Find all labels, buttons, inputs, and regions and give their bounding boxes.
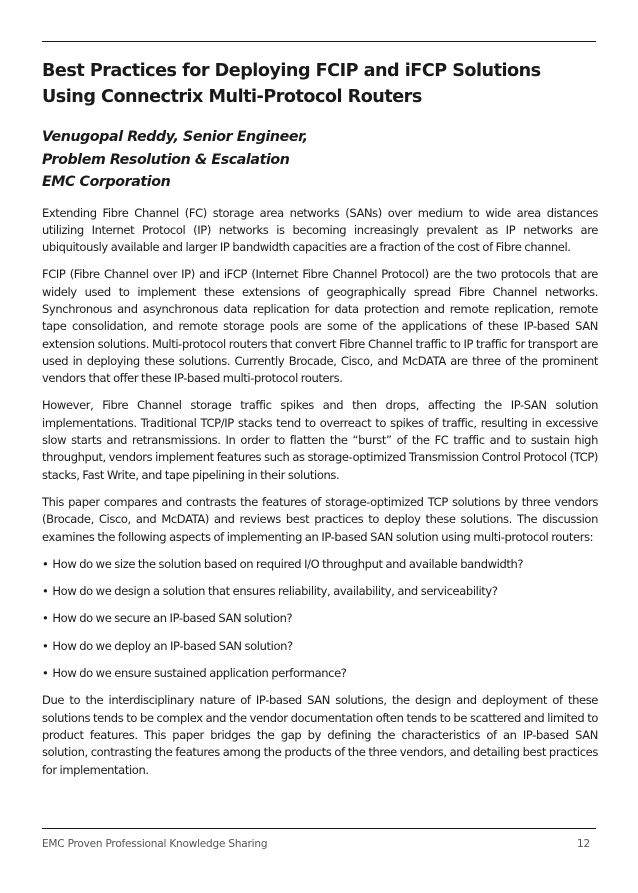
bullet-item — [42, 583, 598, 600]
bullet-text: How do we design a solution that ensures reliability, availability, and serviceability? — [52, 584, 498, 599]
bullet-marker: • — [42, 584, 49, 599]
bullet-marker: • — [42, 638, 49, 653]
paragraph: This paper compares and contrasts the features of storage-optimized TCP solutions by three vendors (Brocade, Cisco, and McDATA) and reviews best practices to deploy these solutions. The discussion examines the following aspects of implementing an IP-based SAN solution using multi-protocol routers: — [42, 494, 598, 544]
bullet-text: How do we size the solution based on required I/O throughput and available bandwidth? — [52, 556, 524, 571]
bullet-item — [42, 665, 598, 682]
page-content — [42, 58, 598, 789]
author-block — [42, 126, 598, 194]
footer-rule — [42, 828, 596, 829]
paragraph: FCIP (Fibre Channel over IP) and iFCP (Internet Fibre Channel Protocol) are the two protocols that are widely used to implement these extensions of geographically spread Fibre Channel networks. Synchronous and asynchronous data replication for data protection and remote replication, remote tape consolidation, and remote storage pools are some of the applications of these IP-based SAN extension solutions. Multi-protocol routers that convert Fibre Channel traffic to IP traffic for transport are used in deploying these solutions. Currently Brocade, Cisco, and McDATA are three of the prominent vendors that offer these IP-based multi-protocol routers. — [42, 267, 598, 386]
document-title: Best Practices for Deploying FCIP and iFCP Solutions Using Connectrix Multi-Protocol Routers — [42, 61, 541, 107]
bullet-item — [42, 638, 598, 655]
paragraph: However, Fibre Channel storage traffic spikes and then drops, affecting the IP-SAN solution implementations. Traditional TCP/IP stacks tend to overreact to spikes of traffic, resulting in excessive slow starts and retransmissions. In order to flatten the “burst” of the FC traffic and to sustain high throughput, vendors implement features such as storage-optimized Transmission Control Protocol (TCP) stacks, Fast Write, and tape pipelining in their solutions. — [42, 398, 598, 482]
author-line: EMC Corporation — [42, 174, 171, 190]
page-number: 12 — [577, 838, 590, 850]
author-line: Venugopal Reddy, Senior Engineer, — [42, 129, 308, 145]
header-rule — [42, 41, 596, 42]
page-footer — [42, 838, 596, 850]
bullet-marker: • — [42, 611, 49, 626]
bullet-item — [42, 610, 598, 627]
bullet-text: How do we secure an IP-based SAN solution? — [52, 611, 293, 626]
bullet-marker: • — [42, 556, 49, 571]
bullet-text: How do we ensure sustained application performance? — [52, 666, 347, 681]
bullet-marker: • — [42, 666, 49, 681]
author-line: Problem Resolution & Escalation — [42, 151, 290, 168]
paragraph: Extending Fibre Channel (FC) storage area networks (SANs) over medium to wide area distances utilizing Internet Protocol (IP) networks is becoming increasingly prevalent as IP networks are ubiquitously available and larger IP bandwidth capacities are a fraction of the cost of Fibre channel. — [42, 205, 598, 255]
bullet-text: How do we deploy an IP-based SAN solution? — [52, 638, 293, 653]
closing-paragraph: Due to the interdisciplinary nature of IP-based SAN solutions, the design and deployment of these solutions tends to be complex and the vendor documentation often tends to be scattered and limited to product features. This paper bridges the gap by defining the characteristics of an IP-based SAN solution, contrasting the features among the products of the three vendors, and detailing best practices for implementation. — [42, 693, 598, 777]
footer-text: EMC Proven Professional Knowledge Sharing — [42, 838, 268, 850]
body-text — [42, 205, 598, 779]
bullet-item — [42, 556, 598, 573]
